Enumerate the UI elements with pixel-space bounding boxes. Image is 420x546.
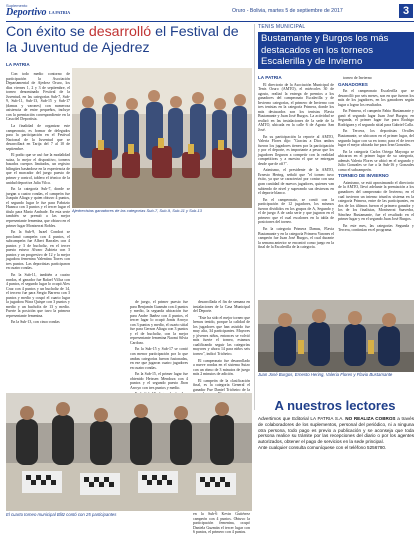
paragraph: torneo de Invierno xyxy=(343,76,372,80)
chess-winners-photo-art xyxy=(72,68,252,208)
paragraph: La finalidad de organizar este campeonato, es formar de delegados para la participación en el Festival Nacional de la Juventud que se desarrollará en Tarija del 7 al 10 de septiembre. xyxy=(6,124,70,151)
paragraph: En la categoría Sub-7, donde se juegan a cuatro rondas, el campeón fue Joaquín Aliaga y quien obtuvo 4 puntos, el segundo lugar le fue para Fabrizio Huanca con 3 puntos y el tercer lugar el título para Mario Andrade. En esta serie también se premió a las mejor representante femenina, que obtuvo en el primer lugar Montserrat Robles. xyxy=(6,187,70,228)
paragraph: En Tercera, los deportistas Ovalles Bustamante, se ubicaron en el primer lugar, del segundo lugar con su en torno; para el de tercer lugar el mejor ubicada fue para Ivan Gonzales. xyxy=(338,129,414,148)
right-article-headline: Bustamante y Burgos los más destacados en los torneos Escalerilla y de Invierno xyxy=(261,33,389,67)
ganadores-subhead: GANADORES xyxy=(338,81,368,87)
blitz-tournament-photo-art xyxy=(6,393,252,511)
paragraph: El podio que se usó fue la modalidad suiza, lo mejor el dispositivo, torneos basados cuerpos limitados, un registro bilingües basándose en la experiencia de que el marcador del juego puesto de primer y control, tablero el técnico de la unidad deportiva Julia Vilca. xyxy=(6,153,70,185)
tennis-winners-photo xyxy=(258,300,414,372)
paragraph: En la categoría Primera Damas, Flavia Bustamante y en la categoría Primera Varones el campeón fue Juan José Burgos, el cual durante la semana anterior se encontró como juego en la final de la Escalerilla de la categoría. xyxy=(258,226,334,250)
main-article-source: LA PATRIA xyxy=(6,62,30,67)
paragraph: En el campeonato, se contó con la participación de 12 jugadores, los mismos fueron divididos en los grupos de A, Segundo y el de juego A de cada serie y que jugaron en el primero que el cual escalones en la tabla de posiciones del torneo. xyxy=(258,197,334,225)
paragraph: El directorio de la Asociación Municipal de Tenis Oruro (AMTO), el miércoles 30 de agosto, realizó la entrega de premios a los ganadores del campeonato Escalerilla y de Invierno categorías, el primero de Invierno con tres tenistas en la categoría Primera, donde los más destacados son los tenistas Flavia Bustamante y Juan José Burgos. La actividad se realizó en las instalaciones de la sede de la AMTO, ubicada en la calle 6 de Agosto San José. xyxy=(258,82,334,133)
ad-body: Advertimos que Editorial LA PATRIA S.A. NO REALIZA COBROS a través de colaboradores de los suplementos, personal del periódico, ni a ninguna otra persona, todo pago es previo a publicación y se aconseja que toda persona realice su trámite por las recepciones del diario o por los agentes autorizados, obtener el pago de servicios en la sede principal. Ante cualquier consulta comuníquese con el teléfono 5256780. xyxy=(258,416,414,450)
headline-highlight: desarrolló xyxy=(88,24,152,40)
dateline: Oruro - Bolivia, martes 5 de septiembre de 2017 xyxy=(232,8,343,14)
right-article-source: LA PATRIA xyxy=(258,75,282,80)
torneo-invierno-subhead: TORNEO DE INVIERNO xyxy=(338,173,389,179)
blitz-tournament-photo-caption: El cuarto torneo municipal Blitz contó con 25 participantes xyxy=(6,512,117,517)
paragraph: En la Sub-11, también a cuatro rondas, el ganador fue Rafael Villca con 4 puntos, el segundo lugar lo ocupó Alex Cruz con 4 puntos y un bucholtz de 14, el tercero fue para Sergio Barrera con 3 puntos y medio y ocupó el cuarto lugar la jugadora Wara Quispe con 3 puntos y medio y un bucholtz de 13 y medio. Fuerte la posición que tuvo la primera representante femenina. xyxy=(6,272,70,318)
paragraph: En su participación la reporte al AMTO, Valeria Flores dijo: "Gracias a Dios ambos fueron los jugadores tienen por la participación y por el deporte, es importante a pesar que los jugadores llegaron a competir con la realidad competitivas y a nuestra el que se entregan desde que de ofi?". xyxy=(258,134,334,166)
logo-title: Deportivo LA PATRIA xyxy=(6,7,71,18)
main-headline: Con éxito se desarrolló el Festival de la Juventud de Ajedrez xyxy=(6,24,239,56)
ad-no-cobros: NO REALIZA COBROS xyxy=(345,416,396,421)
chess-winners-photo-caption: Ajedrecistas ganadores de las categorías Sub-7, Sub-9, Sub-11 y Sub-13 xyxy=(72,208,203,213)
paragraph: En este mes, las categorías Segunda y Tercera, continúan en el programa. xyxy=(338,223,414,233)
paragraph: "Este ha sido el mejor torneo que hemos tenido, porque la calidad de los jugadores que han asistido fue muy alta, 34 participantes. Mayores y jóvenes niños, entonces se volvió más fuerte el torneo, estamos cualificando seguir las categorías mayores y ahora 14 para niños seis torneo", indicó Tricheiro. xyxy=(193,315,250,357)
paragraph: El campeonato fue desarrollado a nueve rondas en el sistema Suizo con un ritmo de 3 minutos de juego más 2 minutos de adición. xyxy=(193,358,250,377)
paragraph: Asimismo, el presidente de la AMTO, Ernesto Hering, señaló que "el torneo tuvo éxito, ya que se caracterizó por contar con una gran cantidad de nuevos jugadores, quienes van subiendo de nivel y superando sus destrezas en el deporte blanco. xyxy=(258,168,334,196)
masthead-logo xyxy=(6,4,80,18)
paragraph: En la categoría Carlos Ortega Mayorga se ubicaron en el primer lugar de su categoría, además Valeria Flores se ubicó en el segundo y Julio Gonzales se fue a la Sub-16 y Gonzales como el subcampeón. xyxy=(338,149,414,172)
paragraph: en la Sub-6 Kevin Gutiérrez campeón con 4 puntos. Obtuvo la participación femenina, ocupó Daniela Guzmán el tercer lugar con 6 puntos, el primero con 4 puntos. xyxy=(193,512,250,535)
paragraph: En la Sub-9, Israel Condori se proclamó campeón con 4 puntos, el subcampeón fue Albert Barrales con 4 puntos y 3 de bucholtz, en el tercer puesto estuvo Alvaro Zubieta con 3 puntos y un progresivo de 12 y la mejor jugadora femenina Valentina Torres con tres puntos. Las deportistas participaron en cuatro rondas. xyxy=(6,230,70,271)
logo-supplement-label: Suplemento xyxy=(6,3,28,8)
paragraph: Asimismo, se está aproximando el directorio de la AMTO, llevó adelante la premiación a los ganadores del campeonato de Invierno, en el cual tuvieron un intenso triunfos sistema en la categoría Primera, entre de las participantes, en dos de los últimos fueron el primero ganador y los de los finalistas, Montserrat Saavedra, Sánchez Bustamante, fue el resultado en el primer lugar y en el segundo Juan José Burgos. xyxy=(338,180,414,222)
paragraph: En Primera, el campeón Fabio Bustamante y ganó el segundo lugar Juan José Burgos; en Segunda, el primer lugar fue para Rodrigo Rodríguez y el segundo sitial para Gabriel Calla. xyxy=(338,109,414,127)
tennis-winners-photo-caption: Juan José Burgos, Ernesto Hering, Valeria Flores y Flavio Bustamante xyxy=(258,372,393,377)
masthead-rule xyxy=(6,21,414,22)
paragraph: En el campeonato Escalerilla que se desarrolló por seis meses, son en que fueron los más de los jugadores, en los ganadores según lugar a lograr los resultados. xyxy=(338,89,414,107)
blitz-tournament-photo xyxy=(6,393,252,511)
paragraph: En la Sub-15, el primer lugar fue obtenido Heissen Mendoza con 4 puntos y el segundo puesto Jhon Arroyo con tres puntos y medio. xyxy=(130,372,188,390)
logo-tag: LA PATRIA xyxy=(49,10,71,15)
tennis-winners-photo-art xyxy=(258,300,414,372)
paragraph: Con todo medio contorno de participación la Asociación Departamental de Ajedrez Oruro, los días viernes 1, 2 y 3 de septiembre, el torneo denominado Festival de la Juventud, en las categorías Sub-7, Sub-9, Sub-11, Sub-13, Sub-15 y Sub-17 (damas y varones) con numerosa asistencia de entre pequeños, incluye con la premiación correspondiente en la Casa del Deportista. xyxy=(6,72,70,122)
column-divider xyxy=(254,24,255,410)
ad-headline: A nuestros lectores xyxy=(274,398,396,413)
paragraph: En la Sub-13, con cinco rondas xyxy=(11,320,60,325)
right-article-kicker: TENIS MUNICIPAL xyxy=(258,24,306,30)
paragraph: El campeón de la clasificación final, es la categoría General el ganador Fue Daniel Tricheiro de la xyxy=(193,378,250,392)
ad-contact-line: Ante cualquier consulta comuníquese con el teléfono 5256780. xyxy=(258,444,387,450)
paragraph: desarrollada el fin de semana en instalaciones de la Casa Municipal del Deporte. xyxy=(193,300,250,314)
chess-winners-photo xyxy=(72,68,252,208)
paragraph: En la Sub-15 y Sub-17 se contó con menor participación por lo que ambas categorías fueron fusionadas, en ese que jugaron cuatro jugadores en cuatro rondas. xyxy=(130,347,188,370)
paragraph: de juego, el primer puesto fue para Benjamín Guzmán con 4 puntos y medio, la segunda ubicación fue para Andre Ibañez con 4 puntos, el tercer lugar lo ocupó Jonás Arroyo con 3 puntos y medio, el cuarto sitial fue para Gerson Aliaga con 3 puntos y el de bucholtz, con la mejor representante femenina Naomi Silvia Cardozo. xyxy=(130,300,188,345)
page-number: 3 xyxy=(399,4,413,18)
